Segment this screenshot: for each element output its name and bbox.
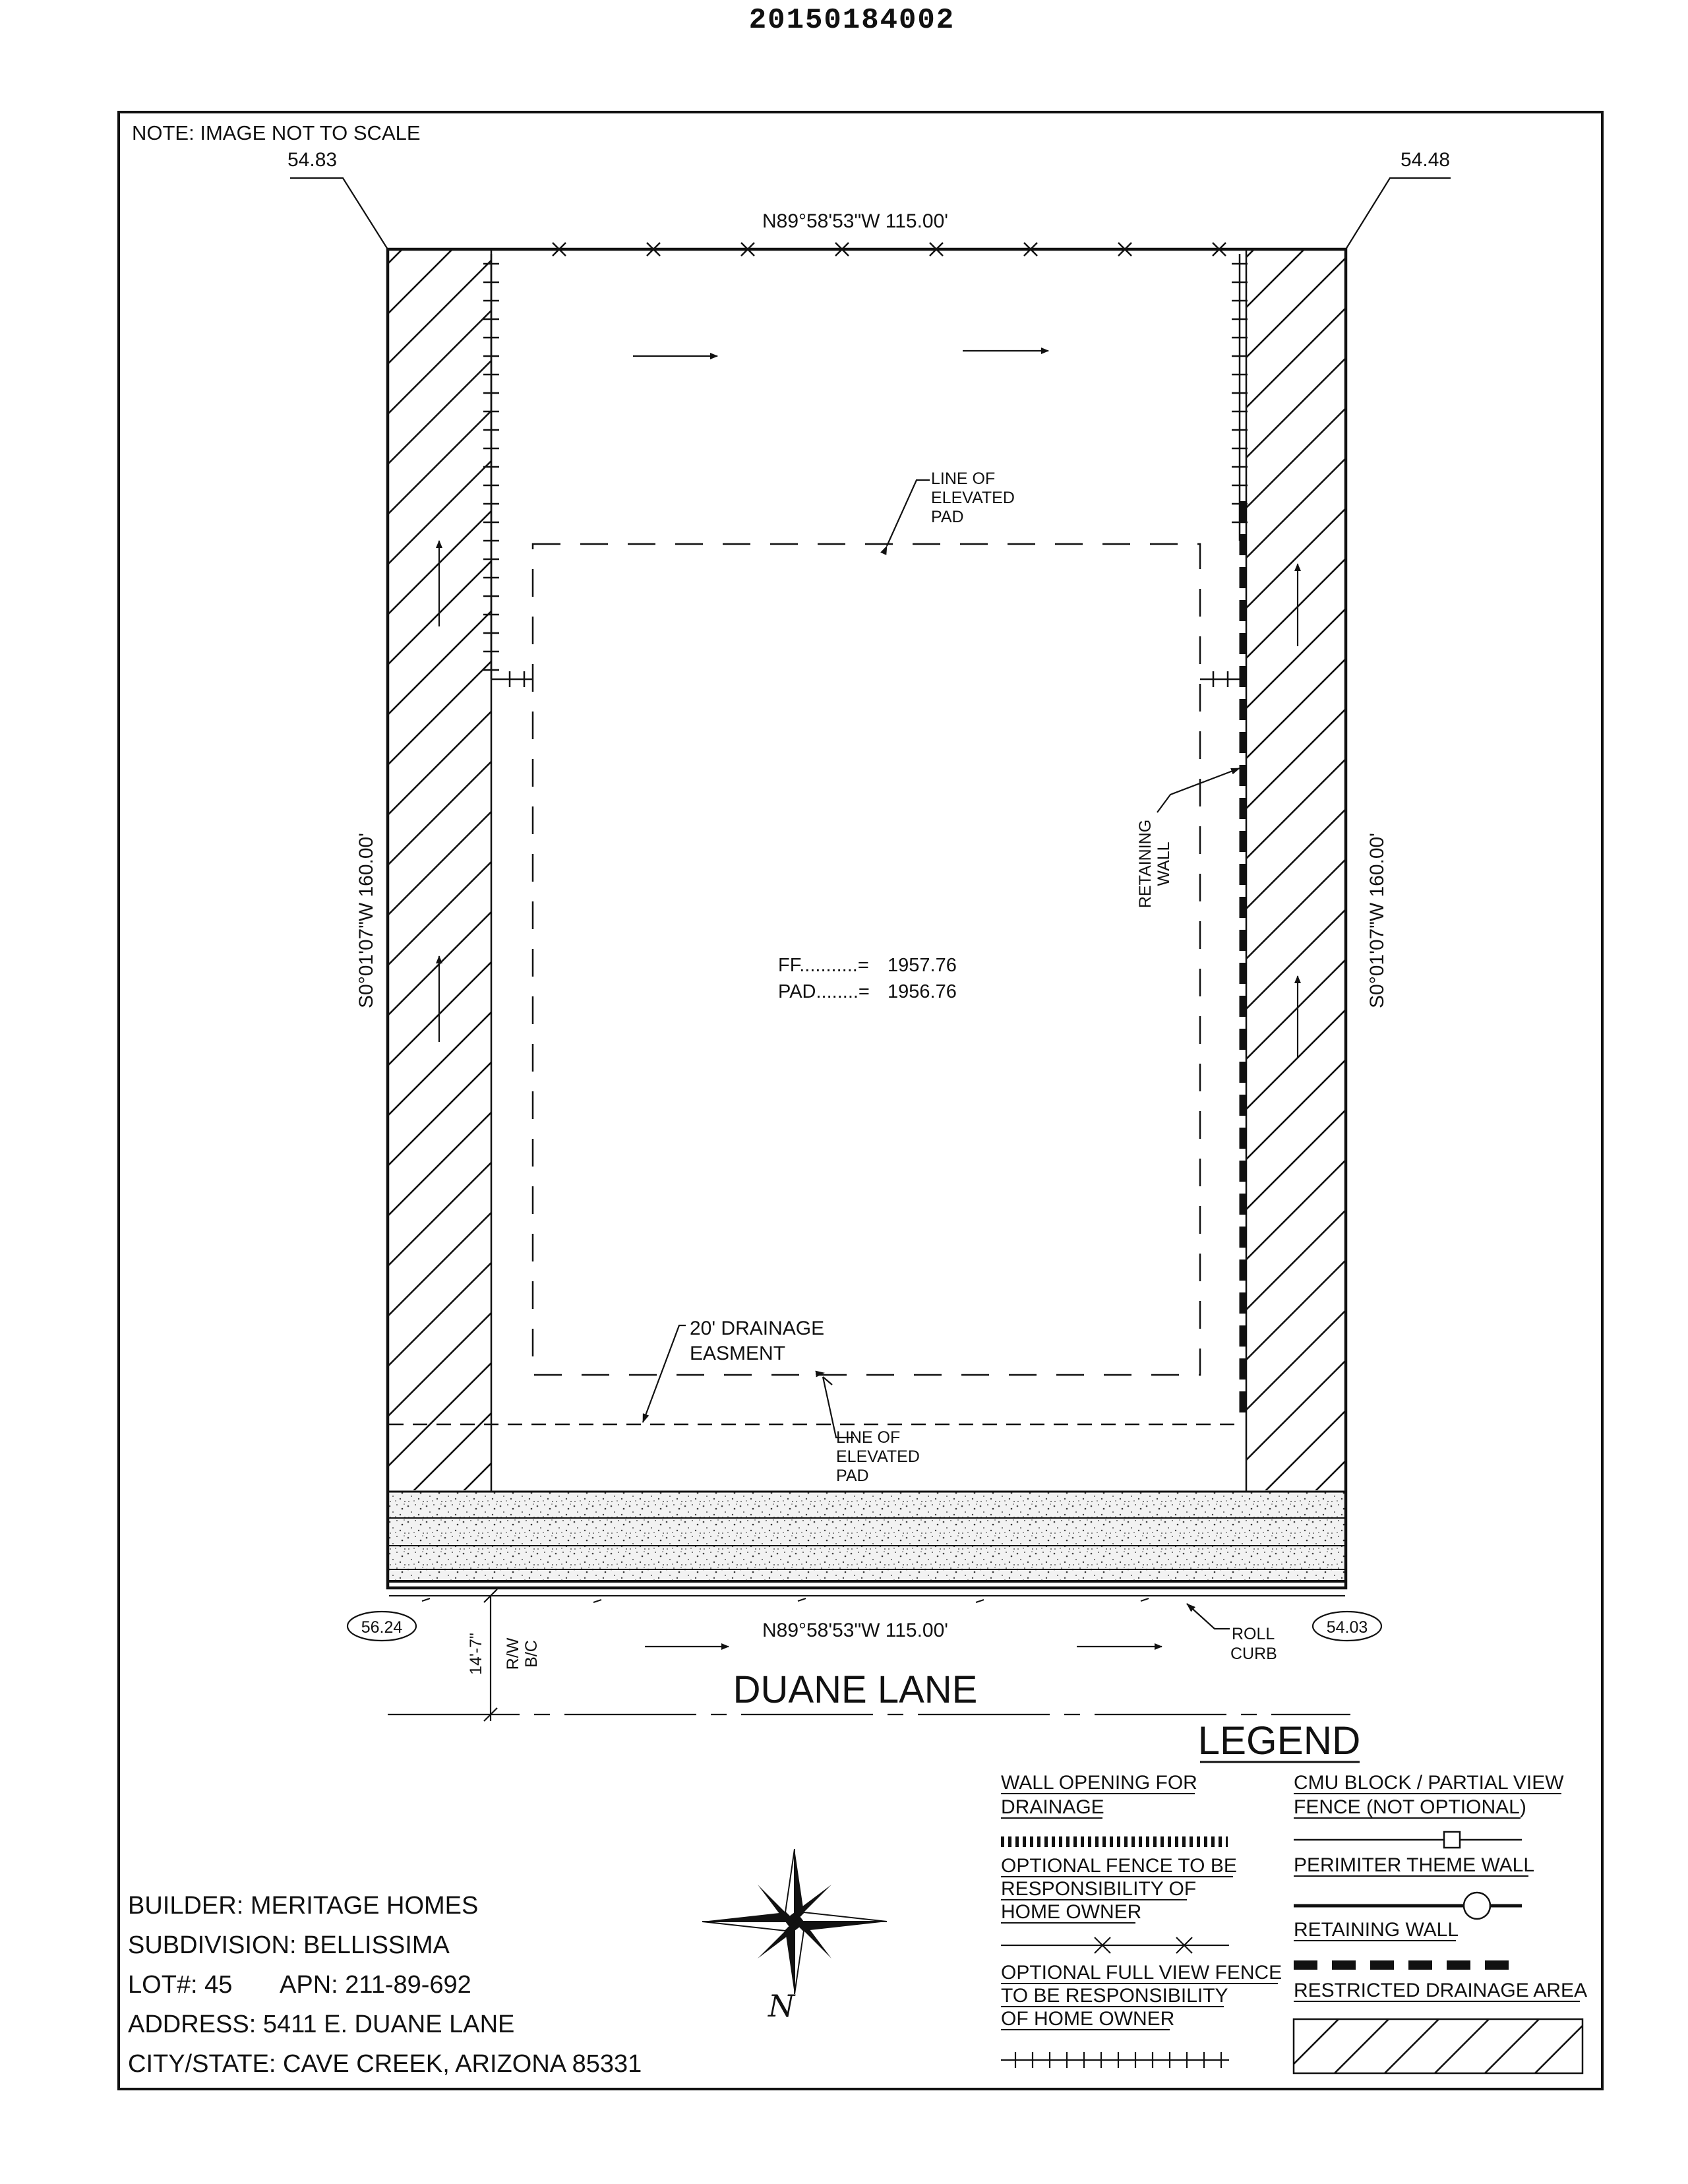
svg-text:PAD: PAD — [836, 1467, 869, 1485]
legend-restricted-label: RESTRICTED DRAINAGE AREA — [1294, 1980, 1588, 2001]
legend-full-view-label-2: TO BE RESPONSIBILITY — [1001, 1985, 1228, 2007]
scale-note: NOTE: IMAGE NOT TO SCALE — [132, 121, 421, 144]
legend — [1001, 1718, 1587, 2073]
document-number: 20150184002 — [748, 4, 955, 37]
corner-elevation-top-right: 54.48 — [1401, 149, 1451, 171]
retaining-wall-leader — [1157, 768, 1240, 812]
pad-label: PAD........= — [778, 981, 870, 1002]
north-arrow-icon — [702, 1849, 887, 1994]
svg-text:ROLL: ROLL — [1232, 1625, 1275, 1643]
apn-text: APN: 211-89-692 — [280, 1971, 471, 1999]
lot-text: LOT#: 45 — [128, 1971, 233, 1999]
builder-text: BUILDER: MERITAGE HOMES — [128, 1892, 479, 1920]
svg-text:LINE OF: LINE OF — [931, 470, 996, 488]
address-text: ADDRESS: 5411 E. DUANE LANE — [128, 2011, 515, 2038]
ff-value: 1957.76 — [888, 955, 957, 976]
elevation-table — [778, 955, 957, 1002]
restricted-drainage-left — [388, 249, 491, 1490]
svg-text:LINE OF: LINE OF — [836, 1428, 901, 1447]
corner-elevation-top-left: 54.83 — [287, 149, 338, 171]
legend-perimeter-symbol — [1294, 1893, 1522, 1919]
legend-wall-opening-label: WALL OPENING FOR — [1001, 1772, 1197, 1794]
corner-elevation-bottom-right: 54.03 — [1326, 1618, 1368, 1637]
bearing-left: S0°01'07"W 160.00' — [355, 833, 377, 1008]
svg-text:EASMENT: EASMENT — [690, 1343, 786, 1364]
legend-optional-fence-label: OPTIONAL FENCE TO BE — [1001, 1855, 1237, 1877]
bearing-top: N89°58'53"W 115.00' — [762, 210, 949, 232]
legend-full-view-label: OPTIONAL FULL VIEW FENCE — [1001, 1962, 1282, 1984]
bearing-bottom: N89°58'53"W 115.00' — [762, 1620, 949, 1641]
project-info — [128, 1892, 642, 2078]
drainage-easement-leader — [643, 1325, 686, 1422]
elevated-pad-label-top — [931, 470, 1015, 526]
elevated-pad-leader-top — [887, 480, 930, 546]
lot-boundary — [388, 249, 1346, 1588]
ff-label: FF...........= — [778, 955, 869, 976]
legend-cmu-label: CMU BLOCK / PARTIAL VIEW — [1294, 1772, 1564, 1794]
legend-retaining-label: RETAINING WALL — [1294, 1919, 1459, 1941]
legend-title: LEGEND — [1197, 1718, 1361, 1763]
roll-curb-leader — [1187, 1604, 1230, 1629]
svg-text:RETAINING: RETAINING — [1136, 819, 1155, 909]
bc-label: B/C — [522, 1640, 541, 1668]
legend-cmu-label-2: FENCE (NOT OPTIONAL) — [1294, 1796, 1526, 1818]
legend-full-view-label-3: OF HOME OWNER — [1001, 2008, 1175, 2030]
roll-curb-label — [1230, 1625, 1277, 1663]
setback-dimension — [467, 1589, 541, 1721]
subdivision-text: SUBDIVISION: BELLISSIMA — [128, 1931, 450, 1959]
city-state-text: CITY/STATE: CAVE CREEK, ARIZONA 85331 — [128, 2050, 642, 2078]
north-arrow-label: N — [768, 1988, 795, 2024]
svg-text:20' DRAINAGE: 20' DRAINAGE — [690, 1318, 825, 1339]
restricted-drainage-right — [1247, 249, 1346, 1490]
legend-full-view-symbol — [1001, 2052, 1229, 2068]
svg-text:ELEVATED: ELEVATED — [836, 1447, 920, 1466]
legend-optional-fence-symbol — [1001, 1937, 1229, 1953]
retaining-wall-label — [1136, 820, 1173, 908]
left-optional-fence — [483, 254, 533, 687]
svg-text:CURB: CURB — [1230, 1645, 1277, 1663]
bearing-right: S0°01'07"W 160.00' — [1366, 833, 1388, 1008]
legend-optional-fence-label-2: RESPONSIBILITY OF — [1001, 1878, 1197, 1900]
legend-cmu-symbol — [1294, 1832, 1522, 1848]
svg-text:WALL: WALL — [1155, 841, 1173, 886]
corner-elevation-bottom-left: 56.24 — [361, 1618, 403, 1637]
pad-value: 1956.76 — [888, 981, 957, 1002]
legend-optional-fence-label-3: HOME OWNER — [1001, 1901, 1142, 1923]
street-name: DUANE LANE — [733, 1668, 978, 1711]
svg-text:PAD: PAD — [931, 508, 964, 526]
sidewalk-band — [389, 1492, 1345, 1581]
legend-wall-opening-label-2: DRAINAGE — [1001, 1796, 1104, 1818]
elevated-pad-label-bottom — [836, 1428, 920, 1485]
rw-label: R/W — [504, 1637, 522, 1670]
svg-text:ELEVATED: ELEVATED — [931, 489, 1015, 507]
drainage-easement-label — [690, 1318, 824, 1364]
top-full-view-fence — [491, 243, 1246, 256]
legend-restricted-symbol — [1294, 2019, 1582, 2073]
right-optional-fence — [1200, 254, 1248, 687]
legend-perimeter-label: PERIMITER THEME WALL — [1294, 1854, 1535, 1876]
setback-value: 14'-7" — [467, 1633, 485, 1675]
roll-curb-strip — [389, 1596, 1345, 1602]
